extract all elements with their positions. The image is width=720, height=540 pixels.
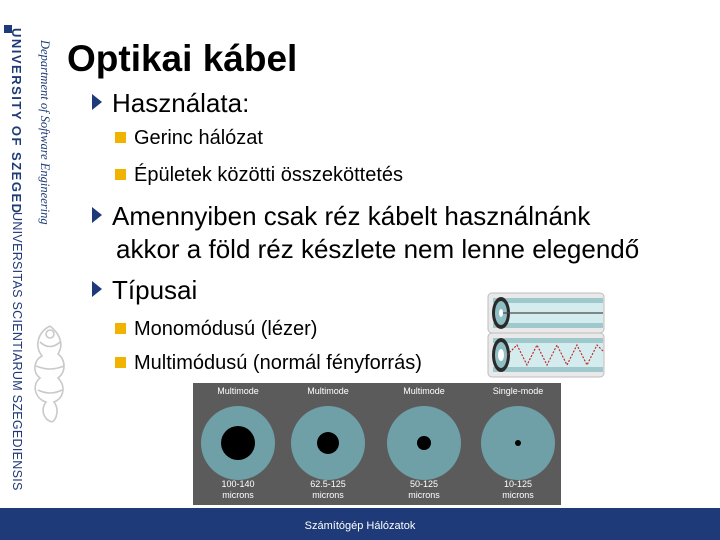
footer-bar bbox=[0, 508, 720, 540]
core-multimode-50-icon bbox=[417, 436, 431, 450]
mode-size bbox=[473, 479, 563, 501]
bullet-copper bbox=[92, 201, 590, 232]
mode-size-value: 100-140 bbox=[221, 479, 255, 489]
mode-label: Multimode bbox=[217, 386, 259, 396]
mode-size-unit: microns bbox=[502, 490, 534, 500]
core-multimode-100-icon bbox=[221, 426, 255, 460]
core-singlemode-icon bbox=[515, 440, 521, 446]
sub-bullet-singlemode bbox=[115, 318, 317, 341]
square-bullet-icon bbox=[115, 169, 126, 180]
bullet-types bbox=[92, 275, 197, 306]
university-name: UNIVERSITY OF SZEGED bbox=[9, 28, 24, 215]
square-bullet-icon bbox=[115, 357, 126, 368]
university-motto: UNIVERSITAS SCIENTIARUM SZEGEDIENSIS bbox=[10, 212, 24, 491]
mode-size bbox=[283, 479, 373, 501]
mode-size-value: 50-125 bbox=[409, 479, 439, 489]
sub-bullet-backbone bbox=[115, 127, 263, 150]
mode-size bbox=[193, 479, 283, 501]
mode-size-unit: microns bbox=[408, 490, 440, 500]
mode-label: Multimode bbox=[307, 386, 349, 396]
department-name: Department of Software Engineering bbox=[38, 40, 52, 225]
mode-label: Multimode bbox=[403, 386, 445, 396]
multimode-fiber-image bbox=[487, 332, 605, 378]
singlemode-fiber-image bbox=[487, 292, 605, 334]
mode-size-value: 62.5-125 bbox=[310, 479, 346, 489]
sub-bullet-multimode bbox=[115, 352, 422, 375]
arrow-bullet-icon bbox=[92, 94, 102, 110]
footer-text: Számítógép Hálózatok bbox=[304, 520, 416, 532]
crest-icon bbox=[20, 318, 80, 428]
bullet-copper-line2: akkor a föld réz készlete nem lenne elegendő bbox=[116, 234, 640, 264]
bullet-types-text: Típusai bbox=[112, 275, 198, 305]
mode-label: Single-mode bbox=[492, 386, 544, 396]
bullet-usage-text: Használata: bbox=[112, 88, 250, 118]
mode-size-unit: microns bbox=[312, 490, 344, 500]
fiber-modes-figure bbox=[193, 383, 561, 505]
bullet-copper-continuation bbox=[116, 234, 639, 265]
bullet-usage bbox=[92, 88, 249, 119]
mode-size-unit: microns bbox=[222, 490, 254, 500]
arrow-bullet-icon bbox=[92, 281, 102, 297]
bullet-copper-line1: Amennyiben csak réz kábelt használnánk bbox=[112, 201, 591, 231]
sub-bullet-text: Gerinc hálózat bbox=[134, 127, 263, 149]
mode-size bbox=[379, 479, 469, 501]
slide-title: Optikai kábel bbox=[67, 38, 298, 79]
arrow-bullet-icon bbox=[92, 207, 102, 223]
mode-size-value: 10-125 bbox=[503, 479, 533, 489]
core-multimode-62-icon bbox=[317, 432, 339, 454]
sub-bullet-buildings bbox=[115, 164, 403, 187]
square-bullet-icon bbox=[115, 132, 126, 143]
square-bullet-icon bbox=[115, 323, 126, 334]
sub-bullet-text: Épületek közötti összeköttetés bbox=[134, 164, 404, 186]
sub-bullet-text: Monomódusú (lézer) bbox=[134, 318, 318, 340]
sub-bullet-text: Multimódusú (normál fényforrás) bbox=[134, 352, 422, 374]
